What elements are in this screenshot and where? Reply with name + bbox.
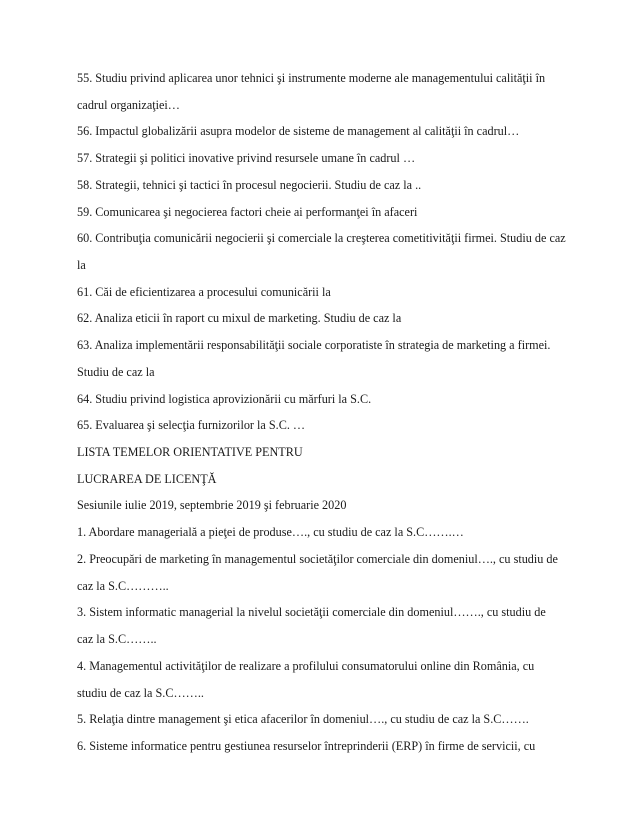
text-line: studiu de caz la S.C…….. — [77, 686, 204, 700]
text-line: caz la S.C……….. — [77, 579, 169, 593]
text-line: la — [77, 258, 86, 272]
text-line: cadrul organizaţiei… — [77, 98, 180, 112]
text-line: 57. Strategii şi politici inovative privind resursele umane în cadrul … — [77, 151, 416, 165]
text-line: 56. Impactul globalizării asupra modelor de sisteme de management al calităţii în cadrul… — [77, 124, 520, 138]
text-line: caz la S.C…….. — [77, 632, 157, 646]
text-line: 63. Analiza implementării responsabilităţii sociale corporatiste în strategia de marketing a firmei. — [77, 338, 551, 352]
text-line: 60. Contribuţia comunicării negocierii şi comerciale la creşterea cometitivităţii firmei. Studiu de caz — [77, 231, 566, 245]
text-line: 5. Relaţia dintre management şi etica afacerilor în domeniul…., cu studiu de caz la S.C……. — [77, 712, 529, 726]
text-line: 6. Sisteme informatice pentru gestiunea resurselor întreprinderii (ERP) în firme de servicii, cu — [77, 739, 536, 753]
text-line: 4. Managementul activităţilor de realizare a profilului consumatorului online din România, cu — [77, 659, 535, 673]
text-line: Studiu de caz la — [77, 365, 155, 379]
text-line: 1. Abordare managerială a pieţei de produse…., cu studiu de caz la S.C…….… — [77, 525, 464, 539]
text-line: 59. Comunicarea şi negocierea factori cheie ai performanţei în afaceri — [77, 205, 418, 219]
text-line: 65. Evaluarea şi selecţia furnizorilor la S.C. … — [77, 418, 306, 432]
section-heading: LISTA TEMELOR ORIENTATIVE PENTRU — [77, 445, 303, 459]
text-line: 3. Sistem informatic managerial la nivelul societăţii comerciale din domeniul……., cu studiu de — [77, 605, 546, 619]
section-heading: LUCRAREA DE LICENŢĂ — [77, 472, 217, 486]
text-line: 55. Studiu privind aplicarea unor tehnici şi instrumente moderne ale managementului calităţii în — [77, 71, 546, 85]
text-line: 61. Căi de eficientizarea a procesului comunicării la — [77, 285, 331, 299]
text-line: 62. Analiza eticii în raport cu mixul de marketing. Studiu de caz la — [77, 311, 402, 325]
text-line: 64. Studiu privind logistica aprovizionării cu mărfuri la S.C. — [77, 392, 372, 406]
text-line: 58. Strategii, tehnici şi tactici în procesul negocierii. Studiu de caz la .. — [77, 178, 422, 192]
section-subtitle: Sesiunile iulie 2019, septembrie 2019 şi februarie 2020 — [77, 498, 347, 512]
text-line: 2. Preocupări de marketing în managementul societăţilor comerciale din domeniul…., cu studiu de — [77, 552, 558, 566]
